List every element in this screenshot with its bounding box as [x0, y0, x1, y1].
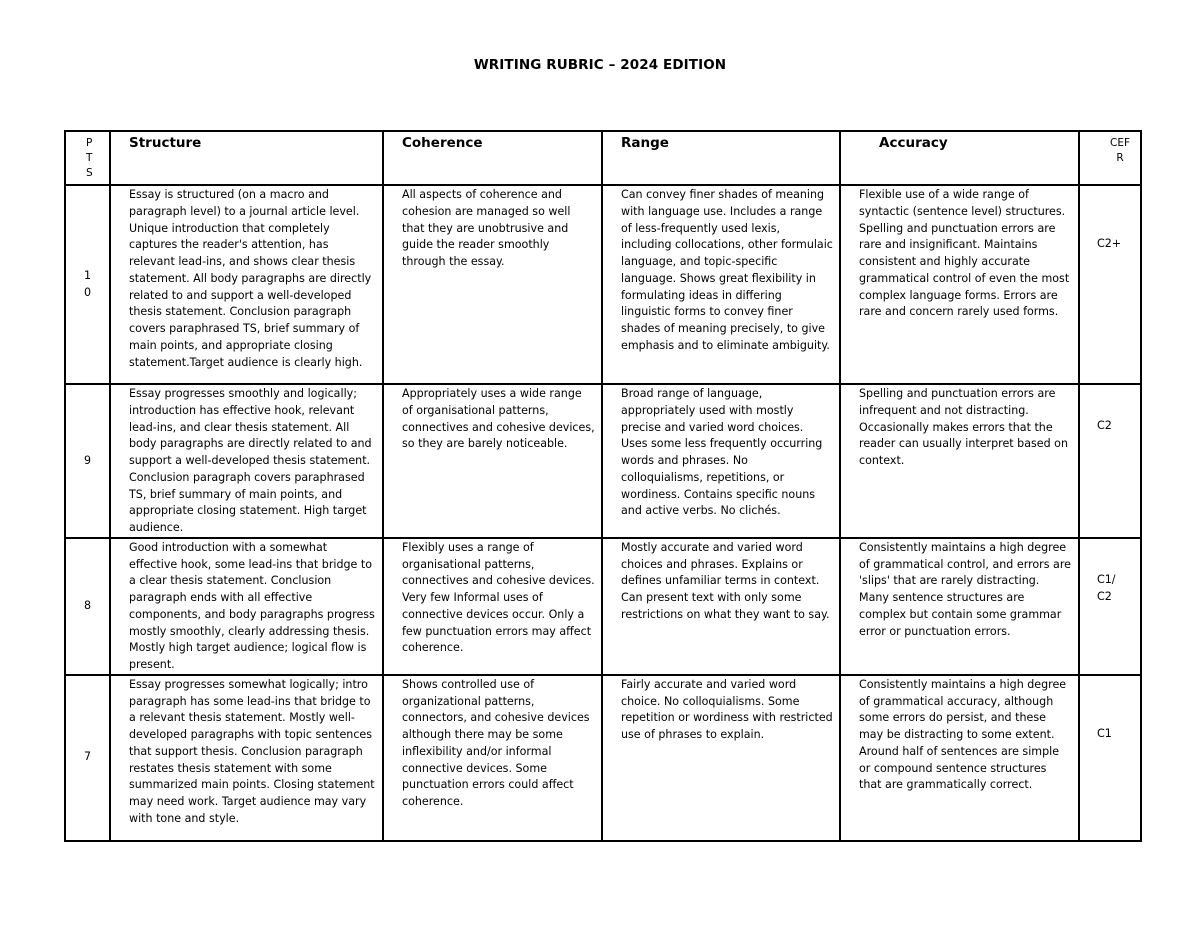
accuracy-cell: Consistently maintains a high degree of grammatical control, and errors are 'slips' that are rarely distracting. Many sentence structures are complex but contain some grammar error or punctuation errors. [840, 538, 1079, 675]
header-accuracy: Accuracy [840, 131, 1079, 185]
coherence-cell: Shows controlled use of organizational patterns, connectors, and cohesive devices although there may be some inflexibility and/or informal connective devices. Some punctuation errors could affect coherence. [383, 675, 602, 841]
accuracy-cell: Flexible use of a wide range of syntactic (sentence level) structures. Spelling and punctuation errors are rare and insignificant. Maintains consistent and highly accurate grammatical control of even the most complex language forms. Errors are rare and concern rarely used forms. [840, 185, 1079, 384]
pts-value: 7 [65, 675, 110, 841]
pts-value: 1 0 [65, 185, 110, 384]
pts-value: 9 [65, 384, 110, 538]
range-cell: Can convey finer shades of meaning with language use. Includes a range of less-frequently used lexis, including collocations, other formulaic language, and topic-specific language. Shows great flexibility in formulating ideas in differing linguistic forms to convey finer shades of meaning precisely, to give emphasis and to eliminate ambiguity. [602, 185, 840, 384]
header-structure: Structure [110, 131, 383, 185]
cefr-level: C2 [1079, 384, 1141, 538]
cefr-level: C1 [1079, 675, 1141, 841]
cefr-level: C1/ C2 [1079, 538, 1141, 675]
structure-cell: Essay progresses somewhat logically; intro paragraph has some lead-ins that bridge to a relevant thesis statement. Mostly well- developed paragraphs with topic sentences that support thesis. Conclusion paragraph restates thesis statement with some summarized main points. Closing statement may need work. Target audience may vary with tone and style. [110, 675, 383, 841]
document-title: WRITING RUBRIC – 2024 EDITION [473, 57, 727, 73]
cefr-level: C2+ [1079, 185, 1141, 384]
header-pts: P T S [65, 131, 110, 185]
coherence-cell: Flexibly uses a range of organisational patterns, connectives and cohesive devices. Very few Informal uses of connective devices occur. Only a few punctuation errors may affect coherence. [383, 538, 602, 675]
structure-cell: Good introduction with a somewhat effective hook, some lead-ins that bridge to a clear thesis statement. Conclusion paragraph ends with all effective components, and body paragraphs progress mostly smoothly, clearly addressing thesis. Mostly high target audience; logical flow is present. [110, 538, 383, 675]
writing-rubric-table [64, 130, 1142, 842]
range-cell: Mostly accurate and varied word choices and phrases. Explains or defines unfamiliar terms in context. Can present text with only some restrictions on what they want to say. [602, 538, 840, 675]
accuracy-cell: Spelling and punctuation errors are infrequent and not distracting. Occasionally makes errors that the reader can usually interpret based on context. [840, 384, 1079, 538]
header-coherence: Coherence [383, 131, 602, 185]
structure-cell: Essay progresses smoothly and logically; introduction has effective hook, relevant lead-ins, and clear thesis statement. All body paragraphs are directly related to and support a well-developed thesis statement. Conclusion paragraph covers paraphrased TS, brief summary of main points, and appropriate closing statement. High target audience. [110, 384, 383, 538]
header-row [65, 131, 1141, 185]
coherence-cell: All aspects of coherence and cohesion are managed so well that they are unobtrusive and guide the reader smoothly through the essay. [383, 185, 602, 384]
table-row [65, 384, 1141, 538]
header-cefr: CEF R [1079, 131, 1141, 185]
header-range: Range [602, 131, 840, 185]
range-cell: Broad range of language, appropriately used with mostly precise and varied word choices. Uses some less frequently occurring words and phrases. No colloquialisms, repetitions, or wordiness. Contains specific nouns and active verbs. No clichés. [602, 384, 840, 538]
pts-value: 8 [65, 538, 110, 675]
structure-cell: Essay is structured (on a macro and paragraph level) to a journal article level. Unique introduction that completely captures the reader's attention, has relevant lead-ins, and shows clear thesis statement. All body paragraphs are directly related to and support a well-developed thesis statement. Conclusion paragraph covers paraphrased TS, brief summary of main points, and appropriate closing statement.Target audience is clearly high. [110, 185, 383, 384]
table-row [65, 538, 1141, 675]
range-cell: Fairly accurate and varied word choice. No colloquialisms. Some repetition or wordiness with restricted use of phrases to explain. [602, 675, 840, 841]
coherence-cell: Appropriately uses a wide range of organisational patterns, connectives and cohesive devices, so they are barely noticeable. [383, 384, 602, 538]
table-row [65, 185, 1141, 384]
table-row [65, 675, 1141, 841]
accuracy-cell: Consistently maintains a high degree of grammatical accuracy, although some errors do persist, and these may be distracting to some extent. Around half of sentences are simple or compound sentence structures that are grammatically correct. [840, 675, 1079, 841]
